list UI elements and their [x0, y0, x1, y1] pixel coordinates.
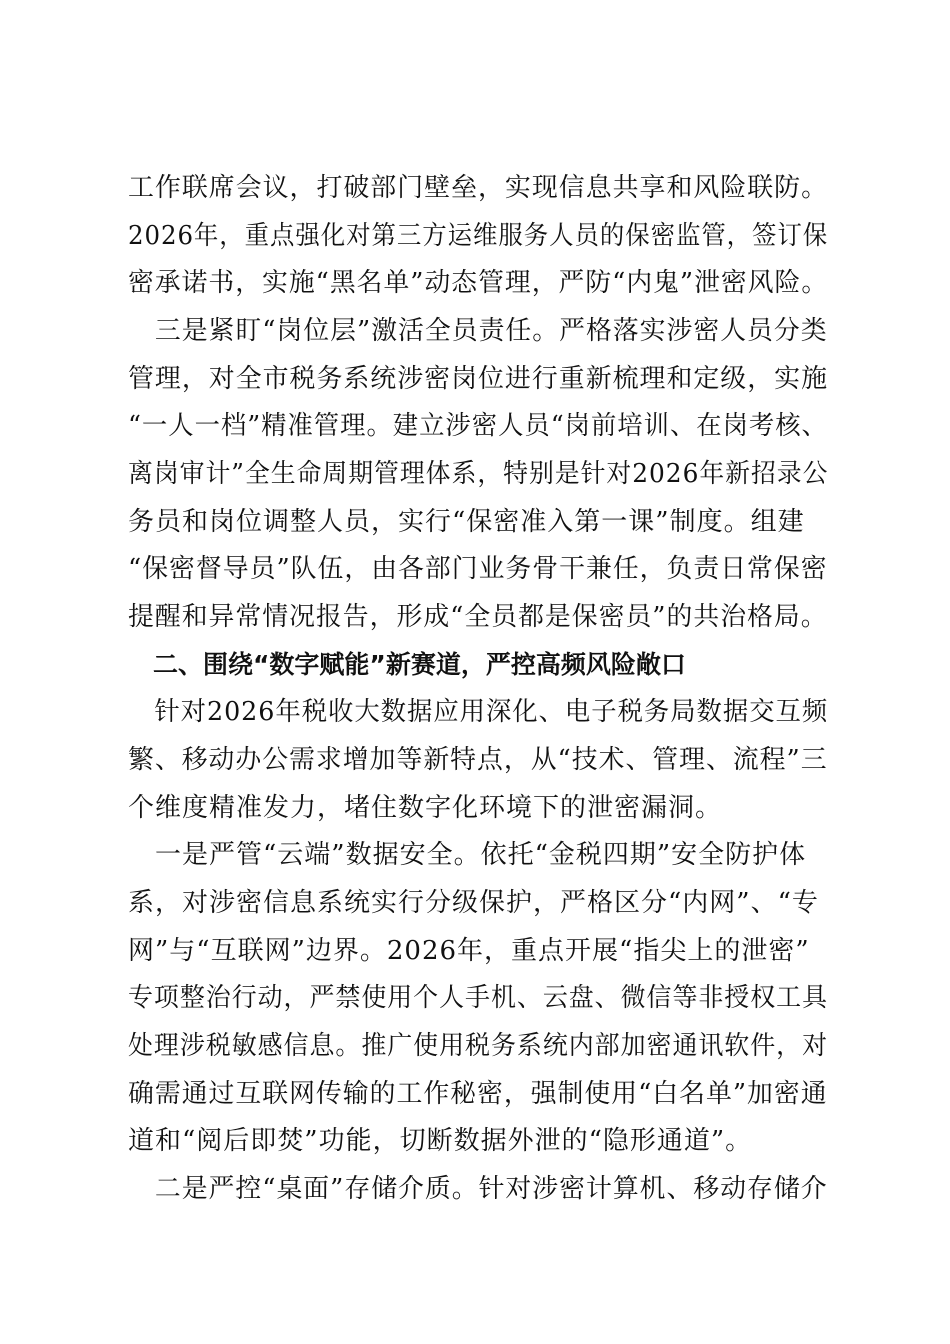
- text-line: 系，对涉密信息系统实行分级保护，严格区分“内网”、“专: [128, 888, 819, 918]
- text-line: 离岗审计”全生命周期管理体系，特别是针对2026年新招录公: [128, 459, 829, 489]
- text-line: 针对2026年税收大数据应用深化、电子税务局数据交互频: [128, 697, 829, 727]
- text-line: 繁、移动办公需求增加等新特点，从“技术、管理、流程”三: [128, 745, 828, 775]
- text-line: 务员和岗位调整人员，实行“保密准入第一课”制度。组建: [128, 507, 805, 537]
- text-line: 道和“阅后即焚”功能，切断数据外泄的“隐形通道”。: [128, 1126, 753, 1156]
- text-line: 确需通过互联网传输的工作秘密，强制使用“白名单”加密通: [128, 1079, 828, 1109]
- text-line: 工作联席会议，打破部门壁垒，实现信息共享和风险联防。: [128, 173, 829, 203]
- text-line: 个维度精准发力，堵住数字化环境下的泄密漏洞。: [128, 793, 723, 823]
- section-heading: 二、围绕“数字赋能”新赛道，严控高频风险敞口: [128, 650, 686, 679]
- text-line: 管理，对全市税务系统涉密岗位进行重新梳理和定级，实施: [128, 364, 829, 394]
- text-line: 一是严管“云端”数据安全。依托“金税四期”安全防护体: [128, 840, 807, 870]
- text-line: 2026年，重点强化对第三方运维服务人员的保密监管，签订保: [128, 221, 829, 251]
- text-line: 网”与“互联网”边界。2026年，重点开展“指尖上的泄密”: [128, 936, 810, 966]
- text-line: 处理涉税敏感信息。推广使用税务系统内部加密通讯软件，对: [128, 1031, 829, 1061]
- text-line: 二是严控“桌面”存储介质。针对涉密计算机、移动存储介: [128, 1174, 828, 1204]
- text-line: “保密督导员”队伍，由各部门业务骨干兼任，负责日常保密: [128, 554, 828, 584]
- text-line: 专项整治行动，严禁使用个人手机、云盘、微信等非授权工具: [128, 983, 829, 1013]
- text-line: 提醒和异常情况报告，形成“全员都是保密员”的共治格局。: [128, 602, 828, 632]
- text-line: 三是紧盯“岗位层”激活全员责任。严格落实涉密人员分类: [128, 316, 828, 346]
- text-line: 密承诺书，实施“黑名单”动态管理，严防“内鬼”泄密风险。: [128, 268, 829, 298]
- text-line: “一人一档”精准管理。建立涉密人员“岗前培训、在岗考核、: [128, 411, 828, 441]
